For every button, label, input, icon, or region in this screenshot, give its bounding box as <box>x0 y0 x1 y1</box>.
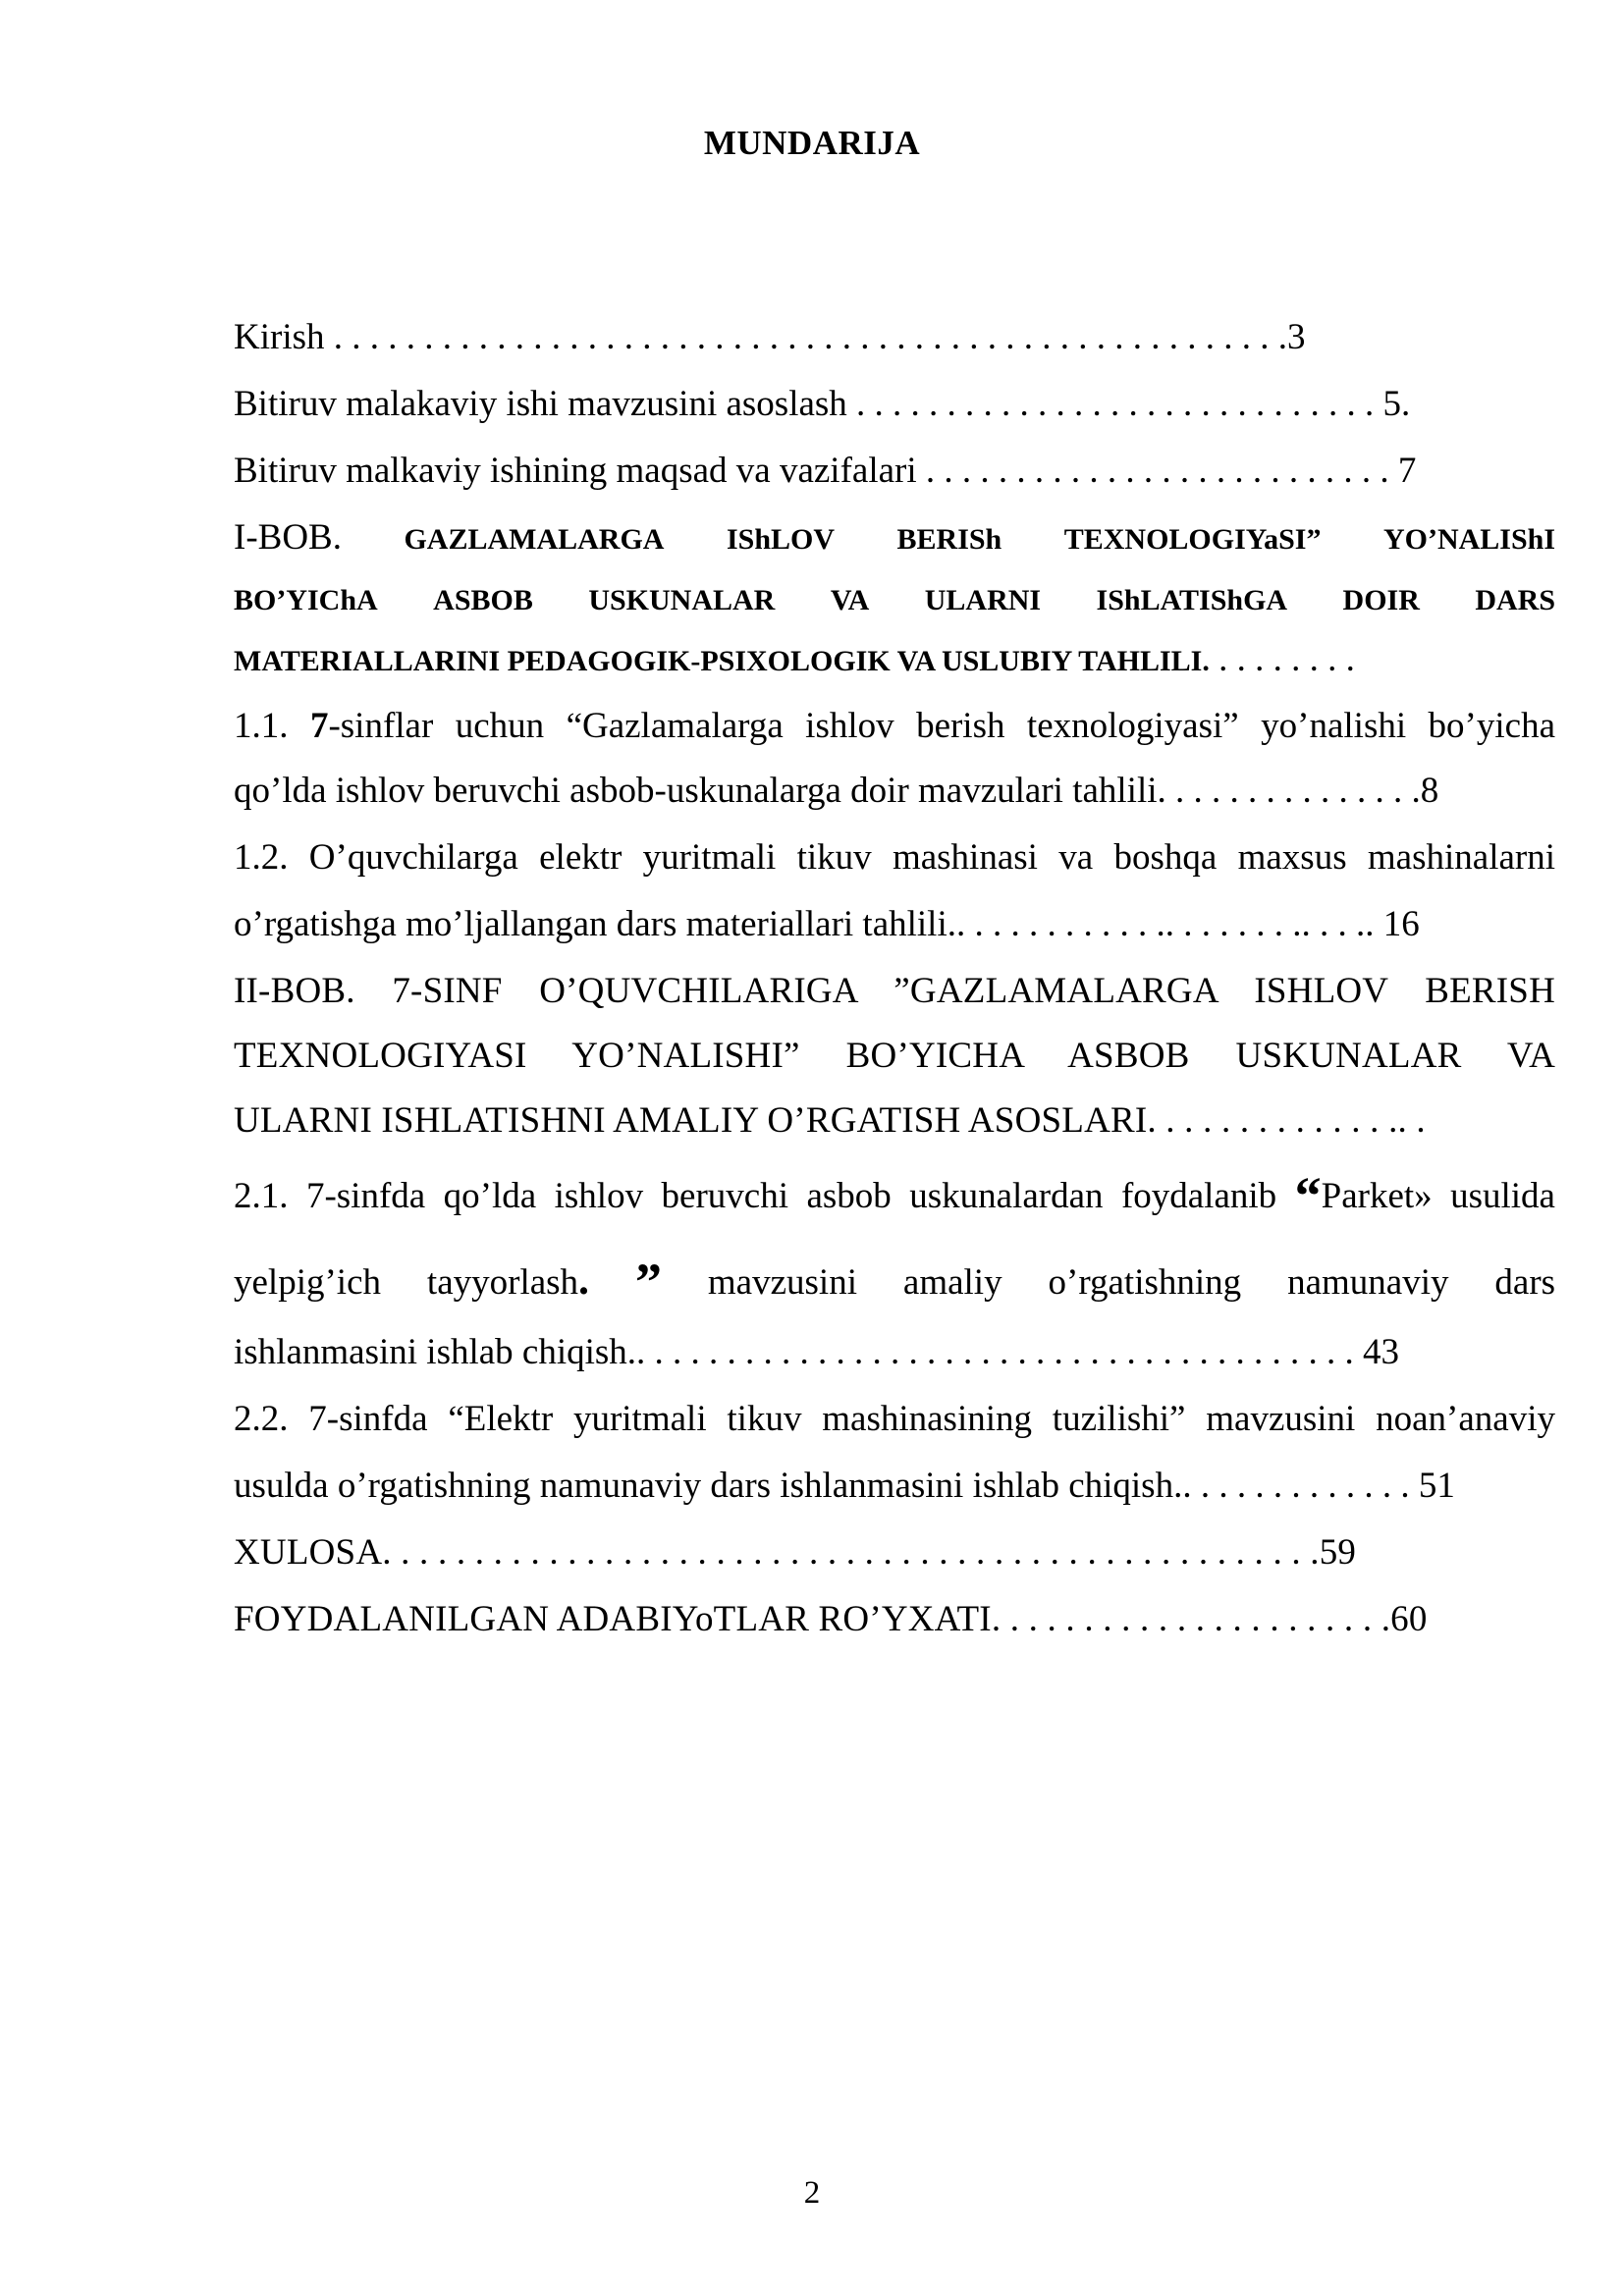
leader-dots: . . . . . . . . <box>1209 639 1355 679</box>
section-word: mavzusini <box>707 1262 857 1303</box>
chapter-1-word: DOIR <box>1342 584 1420 616</box>
grade-number: 7 <box>309 706 329 746</box>
toc-entry-1-2-line-1: 1.2. O’quvchilarga elektr yuritmali tikuv mashinasi va boshqa maxsus mashinalarni <box>234 837 1555 878</box>
toc-entry-1-1-line-1 <box>234 705 1555 748</box>
section-word: o’rgatishning <box>1048 1262 1242 1303</box>
chapter-1-word: TEXNOLOGIYaSI” <box>1063 523 1322 556</box>
chapter-1-word: VA <box>830 584 870 616</box>
toc-entry-chapter-1-line-1 <box>234 516 1555 561</box>
toc-entry-kirish: Kirish . . . . . . . . . . . . . . . . . . . . . . . . . . . . . . . . . . . . . . . . . . . . . . . . . . . . .3 <box>234 317 1306 357</box>
toc-entry-chapter-1-line-2 <box>234 577 1555 622</box>
chapter-1-label: I-BOB. <box>234 517 342 558</box>
section-number: 1.1. <box>234 706 289 746</box>
section-title-start: yelpig’ich tayyorlash <box>234 1262 579 1303</box>
page-number: 2 <box>803 2175 821 2211</box>
toc-entry-2-1-line-3: ishlanmasini ishlab chiqish.. . . . . . . . . . . . . . . . . . . . . . . . . . . . . . . . . . . . . . . . 43 <box>234 1332 1400 1372</box>
section-title-end: Parket» usulida <box>1321 1176 1555 1216</box>
section-word: namunaviy <box>1287 1262 1449 1303</box>
toc-entry-maqsad: Bitiruv malkaviy ishining maqsad va vazifalari . . . . . . . . . . . . . . . . . . . . . . . . . . 7 <box>234 451 1417 491</box>
bold-period: . <box>578 1255 590 1304</box>
toc-entry-2-2-line-1: 2.2. 7-sinfda “Elektr yuritmali tikuv mashinasining tuzilishi” mavzusini noan’anaviy <box>234 1399 1555 1439</box>
toc-entry-chapter-1-line-3 <box>234 638 1555 683</box>
open-quote: “ <box>1294 1166 1322 1225</box>
toc-entry-chapter-2-line-3: ULARNI ISHLATISHNI AMALIY O’RGATISH ASOSLARI. . . . . . . . . . . . . .. . <box>234 1100 1426 1141</box>
toc-entry-xulosa: XULOSA. . . . . . . . . . . . . . . . . . . . . . . . . . . . . . . . . . . . . . . . . . . . . . . . . . .59 <box>234 1532 1357 1573</box>
toc-entry-chapter-2-line-1: II-BOB. 7-SINF O’QUVCHILARIGA ”GAZLAMALARGA ISHLOV BERISH <box>234 971 1555 1011</box>
chapter-1-word: GAZLAMALARGA <box>404 523 665 556</box>
section-title: 2.1. 7-sinfda qo’lda ishlov beruvchi asbob uskunalardan foydalanib <box>234 1176 1295 1216</box>
chapter-1-word: ASBOB <box>433 584 533 616</box>
section-word: dars <box>1494 1262 1556 1303</box>
section-title: -sinflar uchun “Gazlamalarga ishlov berish texnologiyasi” yo’nalishi bo’yicha <box>328 706 1556 746</box>
close-quote: ” <box>634 1253 662 1311</box>
toc-entry-2-1-line-2 <box>234 1253 1556 1311</box>
section-word: amaliy <box>902 1262 1002 1303</box>
chapter-1-word: IShLOV <box>726 523 836 556</box>
section-title <box>234 1253 662 1311</box>
chapter-1-title-end: MATERIALLARINI PEDAGOGIK-PSIXOLOGIK VA USLUBIY TAHLILI. <box>234 645 1210 677</box>
chapter-1-word: DARS <box>1475 584 1556 616</box>
toc-entry-2-2-line-2: usulda o’rgatishning namunaviy dars ishlanmasini ishlab chiqish.. . . . . . . . . . . . . 51 <box>234 1466 1455 1506</box>
chapter-1-word: ULARNI <box>924 584 1042 616</box>
chapter-1-word: YO’NALIShI <box>1382 523 1556 556</box>
toc-entry-1-2-line-2: o’rgatishga mo’ljallangan dars materiallari tahlili.. . . . . . . . . . . .. . . . . . . .. . . .. 16 <box>234 904 1420 944</box>
toc-entry-asoslash: Bitiruv malakaviy ishi mavzusini asoslash . . . . . . . . . . . . . . . . . . . . . . . . . . . . . 5. <box>234 384 1411 424</box>
toc-entry-chapter-2-line-2: TEXNOLOGIYASI YO’NALISHI” BO’YICHA ASBOB USKUNALAR VA <box>234 1036 1555 1076</box>
toc-entry-2-1-line-1 <box>234 1166 1555 1225</box>
toc-entry-1-1-line-2: qo’lda ishlov beruvchi asbob-uskunalarga doir mavzulari tahlili. . . . . . . . . . . . . . .8 <box>234 771 1439 811</box>
chapter-1-word: BO’YIChA <box>234 584 378 616</box>
chapter-1-word: USKUNALAR <box>588 584 776 616</box>
page-title: MUNDARIJA <box>703 124 921 162</box>
chapter-1-word: IShLATIShGA <box>1096 584 1288 616</box>
toc-entry-adabiyotlar: FOYDALANILGAN ADABIYoTLAR RO’YXATI. . . . . . . . . . . . . . . . . . . . . .60 <box>234 1599 1428 1639</box>
chapter-1-word: BERISh <box>896 523 1002 556</box>
